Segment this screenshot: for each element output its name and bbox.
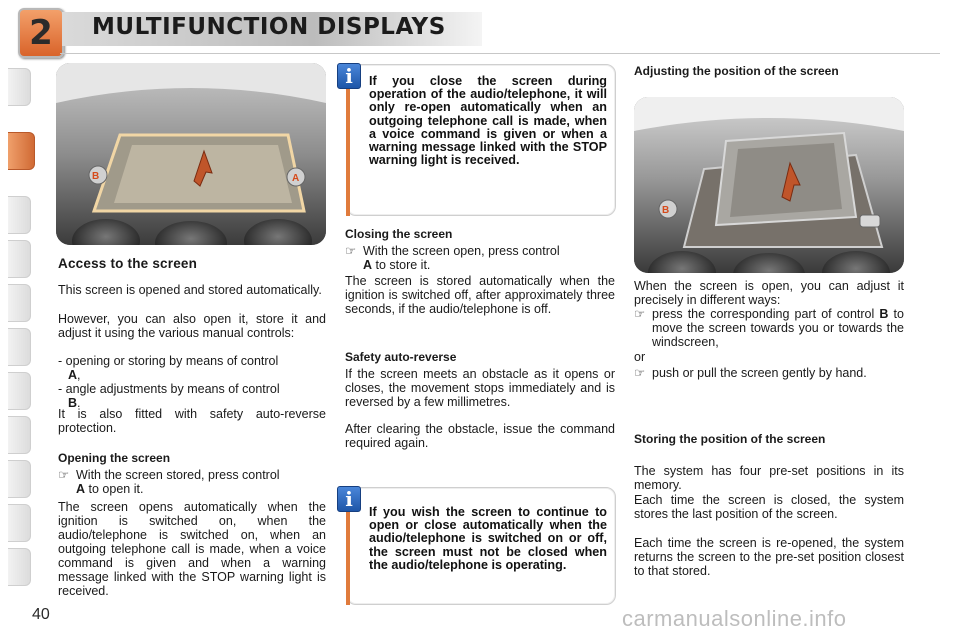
adjust-bullet-1	[634, 307, 904, 349]
chapter-number: 2	[29, 13, 53, 53]
control-ref-a: A	[363, 258, 373, 272]
pointing-hand-icon: ☞	[345, 244, 357, 258]
access-para-3: It is also fitted with safety auto-reverse protection.	[58, 407, 326, 435]
control-ref-a: A	[76, 482, 86, 496]
image-label-a: A	[292, 173, 300, 184]
info-icon: i	[337, 63, 361, 89]
control-ref-b: B	[68, 396, 78, 410]
opening-para: The screen opens automatically when the ignition is switched on, when the audio/telephone is switched on, when an outgoing telephone call is made, when a voice command is given and when a warning message linked with the STOP warning light is received.	[58, 500, 326, 598]
pointing-hand-icon: ☞	[58, 468, 70, 482]
closing-para: The screen is stored automatically when the ignition is switched off, after approximately three seconds, if the audio/telephone is off.	[345, 274, 615, 316]
chapter-tab-6[interactable]	[8, 328, 31, 366]
chapter-tab-1[interactable]	[8, 68, 31, 106]
chapter-tab-10[interactable]	[8, 504, 31, 542]
opening-bullet-suffix: to open it.	[88, 482, 144, 496]
chapter-tab-5[interactable]	[8, 284, 31, 322]
info-box-accent	[346, 512, 350, 605]
adjust-bullet-1-text: press the corresponding part of control	[652, 307, 875, 321]
access-list-item-1-suffix: ,	[77, 368, 81, 382]
control-ref-a: A	[68, 368, 78, 382]
access-list-item-1	[58, 354, 326, 382]
opening-bullet	[58, 468, 326, 498]
storing-para-1: The system has four pre-set positions in its memory.	[634, 464, 904, 492]
chapter-tab-8[interactable]	[8, 416, 31, 454]
access-list-item-1-text: - opening or storing by means of control	[58, 354, 279, 368]
info-icon: i	[337, 486, 361, 512]
page-title: MULTIFUNCTION DISPLAYS	[92, 14, 446, 40]
closing-bullet	[345, 244, 615, 274]
adjust-para: When the screen is open, you can adjust it precisely in different ways:	[634, 279, 904, 307]
opening-heading: Opening the screen	[58, 451, 171, 465]
closing-bullet-text: With the screen open, press control	[363, 244, 560, 258]
closing-heading: Closing the screen	[345, 227, 453, 241]
chapter-tab-11[interactable]	[8, 548, 31, 586]
adjust-bullet-2-text: push or pull the screen gently by hand.	[652, 366, 867, 380]
dashboard-photo-stored-screen	[56, 63, 326, 245]
watermark: carmanualsonline.info	[622, 606, 847, 631]
image-label-b: B	[92, 171, 100, 182]
storing-para-2: Each time the screen is closed, the system stores the last position of the screen.	[634, 493, 904, 521]
opening-bullet-text: With the screen stored, press control	[76, 468, 280, 482]
info-box-reopen	[346, 64, 616, 216]
pointing-hand-icon: ☞	[634, 307, 646, 321]
access-list-item-2-suffix: .	[77, 396, 81, 410]
dashboard-photo-open-screen	[634, 97, 904, 273]
closing-bullet-suffix: to store it.	[375, 258, 431, 272]
chapter-tab-9[interactable]	[8, 460, 31, 498]
info-box-auto-open-text: If you wish the screen to continue to open or close automatically when the audio/telephone is switched on or off, the screen must not be closed when the audio/telephone is operating.	[369, 505, 607, 572]
info-box-reopen-text: If you close the screen during operation of the audio/telephone, it will only re-open automatically when an outgoing telephone call is made, when a voice command is given or when a warning message linked with the STOP warning light is received.	[369, 74, 607, 168]
safety-para-1: If the screen meets an obstacle as it opens or closes, the movement stops immediately and is reversed by a few millimetres.	[345, 367, 615, 409]
adjust-bullet-1-suffix: to move the screen towards you or towards the windscreen,	[652, 307, 904, 349]
chapter-tab-4[interactable]	[8, 240, 31, 278]
or-text: or	[634, 350, 646, 364]
access-list-item-2	[58, 382, 326, 410]
access-heading: Access to the screen	[58, 256, 198, 271]
control-ref-b: B	[879, 307, 889, 321]
adjust-bullet-2	[634, 366, 904, 396]
safety-heading: Safety auto-reverse	[345, 350, 457, 364]
safety-para-2: After clearing the obstacle, issue the command required again.	[345, 422, 615, 450]
header-divider	[60, 53, 940, 54]
chapter-tabs	[0, 68, 34, 578]
storing-heading: Storing the position of the screen	[634, 432, 826, 446]
chapter-tab-3[interactable]	[8, 196, 31, 234]
chapter-tab-7[interactable]	[8, 372, 31, 410]
info-box-accent	[346, 89, 350, 216]
access-list-item-2-text: - angle adjustments by means of control	[58, 382, 280, 396]
chapter-badge	[18, 8, 64, 58]
info-box-auto-open	[346, 487, 616, 605]
storing-para-3: Each time the screen is re-opened, the system returns the screen to the pre-set position closest to that stored.	[634, 536, 904, 578]
access-para-1: This screen is opened and stored automatically.	[58, 283, 322, 297]
image-label-b: B	[662, 205, 670, 216]
pointing-hand-icon: ☞	[634, 366, 646, 380]
access-para-2: However, you can also open it, store it and adjust it using the various manual controls:	[58, 312, 326, 340]
page-number: 40	[32, 606, 50, 623]
adjust-heading: Adjusting the position of the screen	[634, 64, 839, 78]
chapter-tab-2[interactable]	[8, 132, 35, 170]
